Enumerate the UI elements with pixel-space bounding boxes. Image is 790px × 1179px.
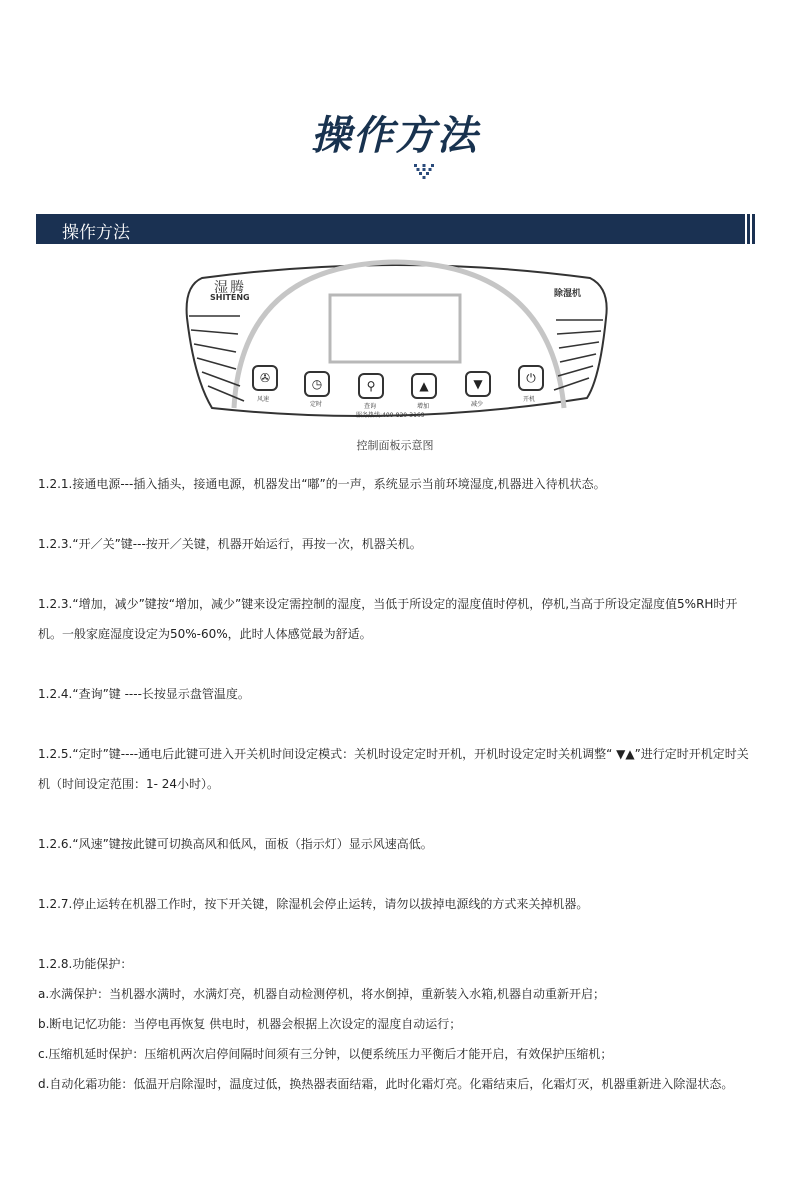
control-panel-diagram bbox=[182, 258, 610, 424]
divider bbox=[750, 214, 752, 244]
increase-button[interactable] bbox=[411, 373, 437, 399]
query-button[interactable] bbox=[358, 373, 384, 399]
brand-logo: 湿腾 bbox=[214, 280, 246, 296]
figure-caption: 控制面板示意图 bbox=[356, 439, 434, 452]
fan-icon: ✇ bbox=[259, 371, 271, 385]
button-label: 风速 bbox=[257, 396, 270, 403]
paragraph: 1.2.8.功能保护： bbox=[38, 957, 133, 971]
down-arrow-icon: ▼ bbox=[473, 377, 483, 391]
button-label: 减少 bbox=[471, 401, 484, 408]
product-name: 除湿机 bbox=[554, 289, 582, 299]
paragraph: 1.2.6.“风速”键按此键可切换高风和低风，面板（指示灯）显示风速高低。 bbox=[38, 837, 433, 851]
fan-speed-button[interactable] bbox=[252, 365, 278, 391]
button-label: 开机 bbox=[523, 396, 536, 403]
service-hotline: 服务热线:400-820-3169 bbox=[356, 412, 425, 419]
paragraph: 1.2.5.“定时”键----通电后此键可进入开关机时间设定模式：关机时设定定时开机，开机时设定定时关机调整“ ▼▲”进行定时开机定时关机（时间设定范围：1- 24小时）。 bbox=[38, 747, 749, 791]
paragraph: 1.2.3.“开／关”键---按开／关键，机器开始运行，再按一次，机器关机。 bbox=[38, 537, 422, 551]
paragraph: 1.2.4.“查询”键 ----长按显示盘管温度。 bbox=[38, 687, 250, 701]
paragraph: a.水满保护：当机器水满时，水满灯亮，机器自动检测停机，将水倒掉，重新装入水箱,机器自动重新开启； bbox=[38, 987, 605, 1001]
search-icon: ⚲ bbox=[366, 379, 376, 393]
up-arrow-icon: ▲ bbox=[419, 379, 429, 393]
button-label: 定时 bbox=[310, 401, 323, 408]
page-title: 操作方法 bbox=[311, 113, 479, 159]
button-label: 增加 bbox=[417, 403, 430, 410]
brand-name: SHITENG bbox=[210, 293, 250, 302]
decrease-button[interactable] bbox=[465, 371, 491, 397]
power-button[interactable] bbox=[518, 365, 544, 391]
paragraph: d.自动化霜功能：低温开启除湿时，温度过低，换热器表面结霜，此时化霜灯亮。化霜结束后，化霜灯灭，机器重新进入除湿状态。 bbox=[38, 1077, 734, 1091]
paragraph: 1.2.1.接通电源---插入插头，接通电源，机器发出“嘟”的一声，系统显示当前环境湿度,机器进入待机状态。 bbox=[38, 477, 606, 491]
section-header bbox=[36, 214, 755, 244]
timer-button[interactable] bbox=[304, 371, 330, 397]
paragraph: b.断电记忆功能：当停电再恢复 供电时，机器会根据上次设定的湿度自动运行； bbox=[38, 1017, 462, 1031]
paragraph: 1.2.3.“增加，减少”键按“增加，减少”键来设定需控制的湿度，当低于所设定的湿度值时停机，停机,当高于所设定湿度值5%RH时开机。一般家庭湿度设定为50%-60%，此时人体感觉最为舒适。 bbox=[38, 597, 738, 641]
section-title: 操作方法 bbox=[62, 223, 130, 243]
control-panel-outline bbox=[182, 258, 610, 424]
divider bbox=[745, 214, 747, 244]
button-label: 查询 bbox=[364, 403, 377, 410]
power-icon: ⏻ bbox=[526, 370, 536, 385]
clock-icon: ◷ bbox=[311, 377, 323, 391]
paragraph: 1.2.7.停止运转在机器工作时，按下开关键，除湿机会停止运转，请勿以拔掉电源线的方式来关掉机器。 bbox=[38, 897, 589, 911]
paragraph: c.压缩机延时保护：压缩机两次启停间隔时间须有三分钟，以便系统压力平衡后才能开启，有效保护压缩机； bbox=[38, 1047, 613, 1061]
chevron-down-icon bbox=[413, 163, 435, 181]
